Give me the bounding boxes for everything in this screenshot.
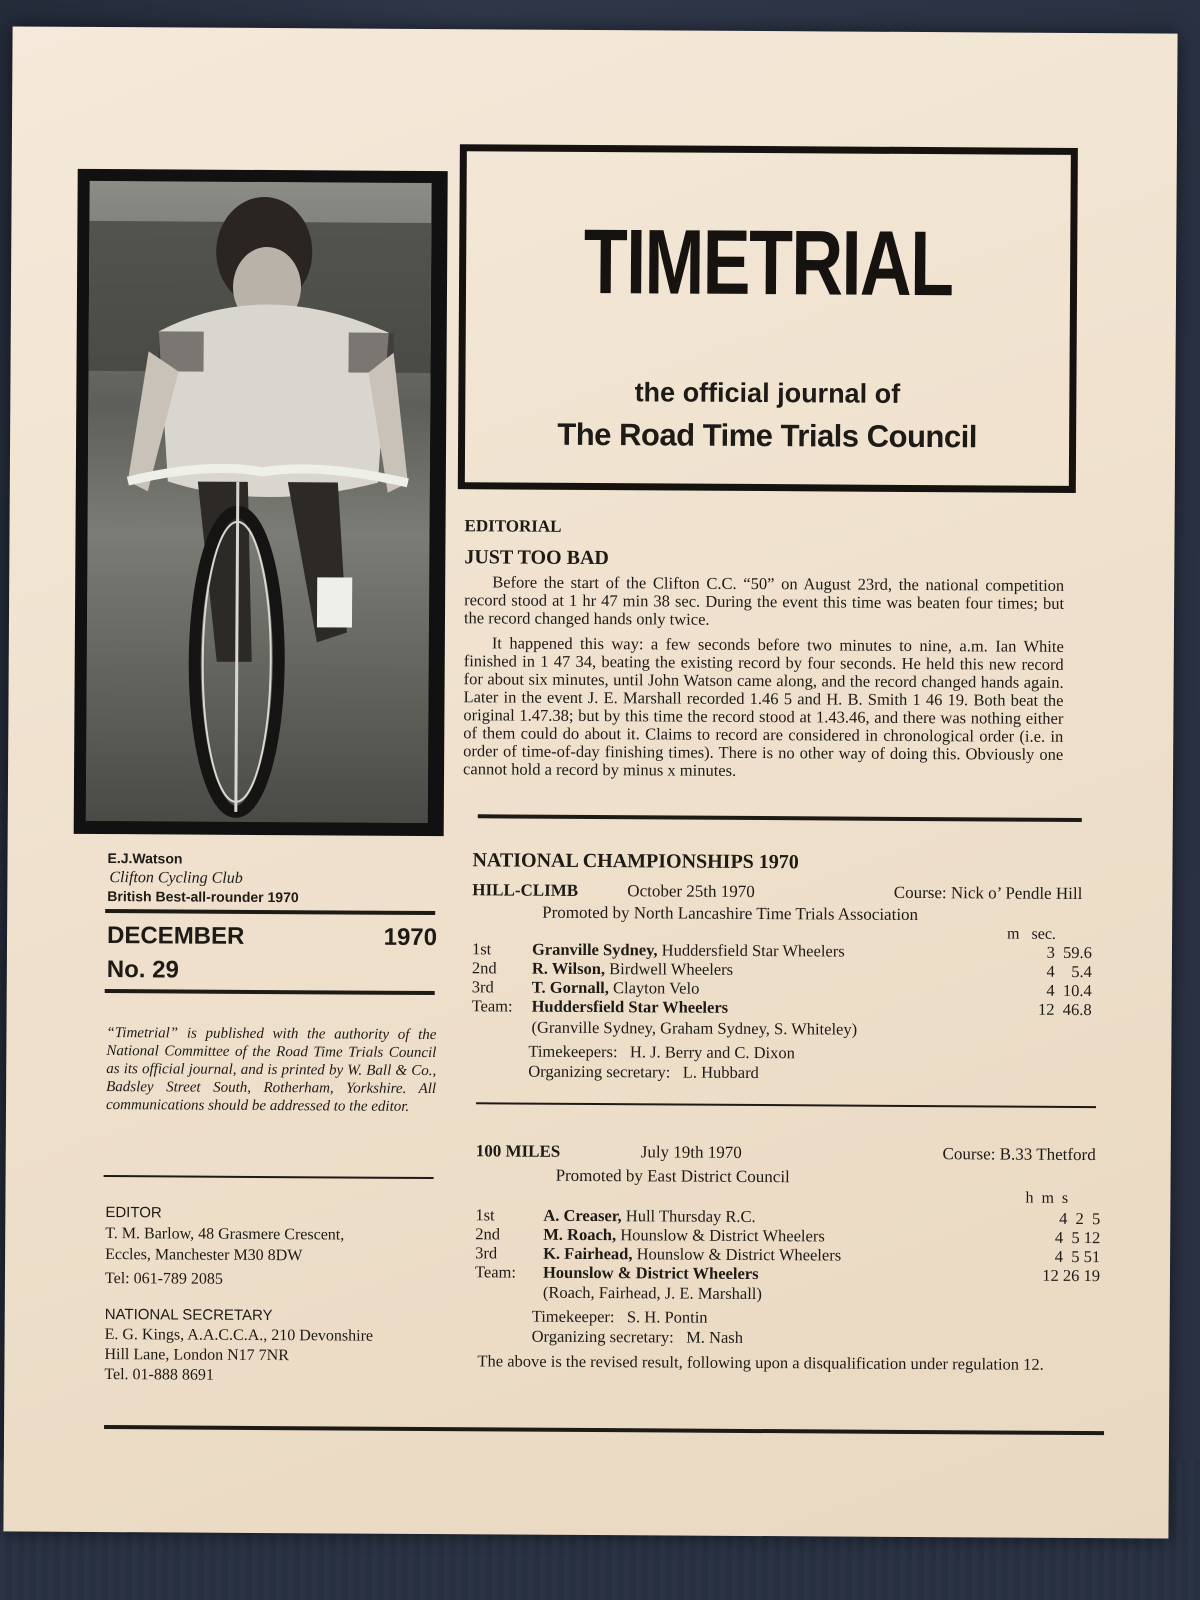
- editorial-headline: JUST TOO BAD: [464, 546, 609, 570]
- result-position: 3rd: [475, 1243, 498, 1263]
- hillclimb-result-3: [472, 977, 700, 998]
- result-name: Huddersfield Star Wheelers: [531, 996, 729, 1017]
- result-position: 1st: [475, 1205, 495, 1225]
- hillclimb-secretary: Organizing secretary: L. Hubbard: [528, 1061, 759, 1083]
- cyclist-illustration: [86, 181, 432, 823]
- championships-heading: NATIONAL CHAMPIONSHIPS 1970: [472, 849, 799, 874]
- result-name: M. Roach,: [543, 1224, 617, 1245]
- hillclimb-units: m sec.: [1007, 925, 1057, 943]
- result-club: Hounslow & District Wheelers: [636, 1244, 842, 1265]
- hundred-date: July 19th 1970: [640, 1142, 742, 1162]
- issue-month: DECEMBER: [106, 922, 245, 950]
- hillclimb-header: [472, 880, 1082, 904]
- editorial-section: [463, 516, 1065, 782]
- secretary-block: [104, 1305, 454, 1387]
- editor-tel: Tel: 061-789 2085: [104, 1270, 223, 1288]
- hillclimb-course: Course: Nick o’ Pendle Hill: [893, 882, 1083, 904]
- hundred-time-3: 4 5 51: [1054, 1246, 1101, 1267]
- result-position: Team:: [474, 1262, 517, 1282]
- result-name: A. Creaser,: [543, 1205, 622, 1226]
- hillclimb-date: October 25th 1970: [627, 881, 755, 902]
- result-club: Hull Thursday R.C.: [625, 1206, 756, 1227]
- publication-note: “Timetrial” is published with the authority of the National Committee of the Road Time Trials Council as its official journal, and is printed by W. Ball & Co., Badsley Street South, Rotherham, Yorkshire. All communications should be addressed to the editor.: [105, 1025, 437, 1115]
- hillclimb-time-2: 4 5.4: [1046, 961, 1092, 982]
- hundred-results: [475, 1205, 1100, 1289]
- hillclimb-result-team: [472, 996, 729, 1018]
- hillclimb-time-1: 3 59.6: [1046, 942, 1093, 963]
- results-divider: [476, 1102, 1096, 1108]
- hillclimb-promoter: Promoted by North Lancashire Time Trials Association: [542, 902, 919, 925]
- result-club: Hounslow & District Wheelers: [620, 1225, 825, 1246]
- hillclimb-time-3: 4 10.4: [1046, 980, 1092, 1001]
- hillclimb-event: HILL-CLIMB: [472, 880, 579, 900]
- hundred-note: The above is the revised result, following upon a disqualification under regulation 12.: [477, 1351, 1044, 1374]
- editorial-paragraph-2: It happened this way: a few seconds before two minutes to nine, a.m. Ian White finished in 1 47 34, beating the existing record by four seconds. He held this new record for about six minutes, until John Watson came along, and the record changed hands again. Later in the event J. E. Marshall recorded 1.46 5 and H. B. Smith 1 46 19. Both beat the original 1.47.38; but by this time the record stood at 1.43.46, and there was nothing either of them could do about it. Claims to record are considered in chronological order (i.e. in order of time-of-day finishing times). There is no other way of doing this. Obviously one cannot hold a record by minus x minutes.: [463, 633, 1064, 780]
- cyclist-photo-frame: [74, 169, 448, 836]
- result-position: Team:: [471, 996, 513, 1016]
- result-club: Clayton Velo: [612, 978, 700, 998]
- masthead-subtitle: the official journal of: [634, 377, 901, 409]
- issue-top-rule: [105, 909, 435, 915]
- issue-bottom-rule: [105, 989, 435, 995]
- hillclimb-timekeepers: Timekeepers: H. J. Berry and C. Dixon: [528, 1041, 795, 1063]
- editor-heading: EDITOR: [105, 1204, 162, 1222]
- hundred-timekeeper: Timekeeper: S. H. Pontin: [531, 1306, 708, 1327]
- footer-rule: [104, 1425, 1104, 1435]
- issue-block: [107, 922, 437, 986]
- caption-title: British Best-all-rounder 1970: [107, 888, 299, 906]
- result-position: 1st: [471, 939, 492, 959]
- masthead-organisation: The Road Time Trials Council: [557, 416, 977, 455]
- issue-number: No. 29: [106, 956, 179, 984]
- editor-block: [105, 1202, 446, 1291]
- editorial-paragraph-1: Before the start of the Clifton C.C. “50” on August 23rd, the national competition record stood at 1 hr 47 min 38 sec. During the event this time was beaten four times; but the record changed hands only twice.: [463, 572, 1065, 629]
- result-position: 3rd: [471, 977, 494, 997]
- masthead-box: [458, 144, 1078, 493]
- hundred-header: [476, 1141, 1096, 1165]
- result-position: 2nd: [475, 1224, 501, 1244]
- result-name: R. Wilson,: [531, 958, 606, 979]
- hundred-time-2: 4 5 12: [1054, 1227, 1101, 1248]
- editor-address-2: Eccles, Manchester M30 8DW: [105, 1246, 303, 1265]
- hundred-promoter: Promoted by East District Council: [555, 1165, 790, 1187]
- hillclimb-results: [472, 939, 1092, 1023]
- result-club: Huddersfield Star Wheelers: [661, 940, 845, 961]
- result-position: 2nd: [471, 958, 497, 978]
- photo-caption: [107, 849, 299, 907]
- hundred-secretary: Organizing secretary: M. Nash: [531, 1326, 744, 1347]
- caption-club: Clifton Cycling Club: [109, 869, 243, 887]
- hillclimb-team-members: (Granville Sydney, Graham Sydney, S. Whiteley): [531, 1017, 858, 1039]
- hundred-units: h m s: [1025, 1189, 1069, 1207]
- secretary-tel: Tel. 01-888 8691: [104, 1366, 214, 1384]
- hillclimb-time-team: 12 46.8: [1037, 999, 1092, 1020]
- hundred-result-team: [475, 1262, 759, 1284]
- result-name: Hounslow & District Wheelers: [542, 1262, 759, 1284]
- editorial-rule: [478, 814, 1082, 822]
- masthead-title: TIMETRIAL: [583, 210, 953, 316]
- cyclist-photo: [86, 181, 432, 823]
- hundred-team-members: (Roach, Fairhead, J. E. Marshall): [542, 1282, 762, 1304]
- secretary-address-1: E. G. Kings, A.A.C.C.A., 210 Devonshire: [104, 1326, 374, 1345]
- sidebar-rule: [104, 1175, 434, 1179]
- result-name: T. Gornall,: [531, 977, 609, 998]
- hundred-time-1: 4 2 5: [1059, 1208, 1101, 1229]
- secretary-heading: NATIONAL SECRETARY: [104, 1306, 273, 1325]
- editorial-label: EDITORIAL: [464, 516, 562, 536]
- journal-page: [3, 26, 1177, 1538]
- hundred-event: 100 MILES: [475, 1141, 561, 1161]
- secretary-address-2: Hill Lane, London N17 7NR: [104, 1346, 289, 1365]
- result-club: Birdwell Wheelers: [609, 959, 734, 979]
- issue-year: 1970: [383, 923, 438, 952]
- hundred-course: Course: B.33 Thetford: [942, 1144, 1096, 1165]
- editor-address-1: T. M. Barlow, 48 Grasmere Crescent,: [105, 1225, 345, 1244]
- result-name: Granville Sydney,: [531, 939, 658, 960]
- caption-name: E.J.Watson: [107, 850, 183, 867]
- hundred-time-team: 12 26 19: [1042, 1265, 1101, 1286]
- result-name: K. Fairhead,: [543, 1243, 633, 1264]
